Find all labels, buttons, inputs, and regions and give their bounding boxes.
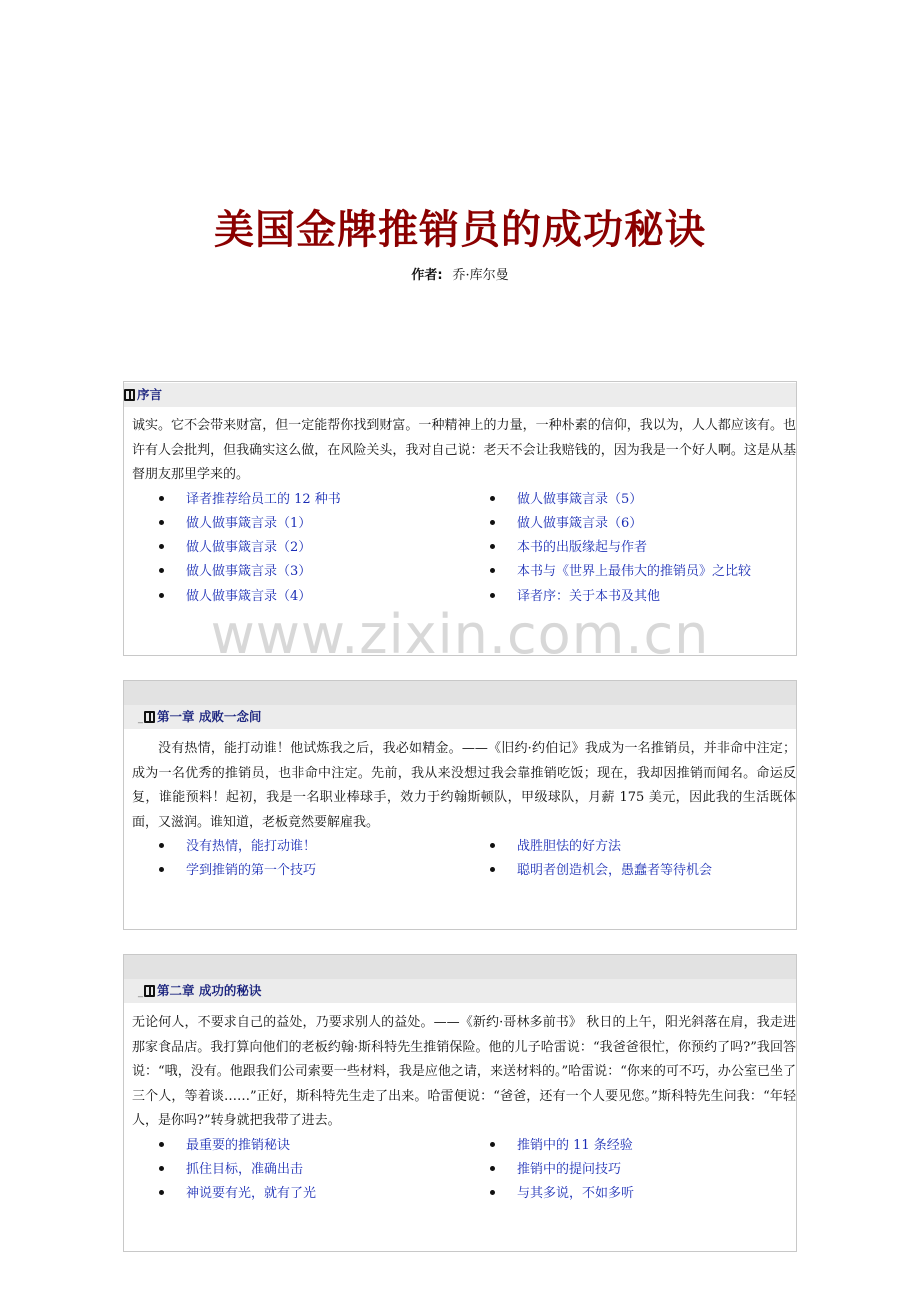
list-item[interactable]: 译者推荐给员工的 12 种书 bbox=[159, 488, 341, 512]
list-item[interactable]: 战胜胆怯的好方法 bbox=[490, 835, 712, 859]
list-item[interactable]: 抓住目标，准确出击 bbox=[159, 1158, 316, 1182]
bullet-icon bbox=[490, 1142, 495, 1147]
watermark: www.zixin.com.cn bbox=[210, 603, 710, 666]
section-chapter-1 bbox=[123, 680, 797, 930]
list-item[interactable]: 推销中的提问技巧 bbox=[490, 1158, 634, 1182]
header-band bbox=[124, 681, 796, 705]
list-item[interactable]: 本书的出版缘起与作者 bbox=[490, 536, 751, 560]
bullet-icon bbox=[490, 496, 495, 501]
list-item[interactable]: 学到推销的第一个技巧 bbox=[159, 859, 316, 883]
list-item[interactable]: 做人做事箴言录（2） bbox=[159, 536, 341, 560]
book-icon bbox=[144, 985, 155, 997]
section-header bbox=[124, 383, 796, 407]
list-item[interactable]: 做人做事箴言录（6） bbox=[490, 512, 751, 536]
section-heading[interactable]: 第一章 成败一念间 bbox=[157, 709, 262, 724]
list-item[interactable]: 最重要的推销秘诀 bbox=[159, 1134, 316, 1158]
list-item[interactable]: 做人做事箴言录（5） bbox=[490, 488, 751, 512]
book-icon bbox=[124, 389, 135, 401]
list-item[interactable]: 聪明者创造机会，愚蠢者等待机会 bbox=[490, 859, 712, 883]
bullet-icon bbox=[159, 496, 164, 501]
list-item[interactable]: 做人做事箴言录（1） bbox=[159, 512, 341, 536]
section-header: _ 第一章 成败一念间 bbox=[124, 705, 796, 729]
bullet-icon bbox=[490, 1166, 495, 1171]
link-column-left bbox=[159, 835, 316, 884]
section-heading[interactable]: 序言 bbox=[137, 387, 163, 402]
bullet-icon bbox=[490, 520, 495, 525]
list-item[interactable]: 做人做事箴言录（4） bbox=[159, 585, 341, 609]
list-item[interactable]: 本书与《世界上最伟大的推销员》之比较 bbox=[490, 560, 751, 584]
link-column-right bbox=[490, 1134, 634, 1207]
bullet-icon bbox=[159, 1142, 164, 1147]
section-header: _ 第二章 成功的秘诀 bbox=[124, 979, 796, 1003]
list-item[interactable]: 译者序：关于本书及其他 bbox=[490, 585, 751, 609]
list-item[interactable]: 神说要有光，就有了光 bbox=[159, 1182, 316, 1206]
bullet-icon bbox=[490, 593, 495, 598]
bullet-icon bbox=[490, 843, 495, 848]
book-icon bbox=[144, 711, 155, 723]
link-column-left bbox=[159, 488, 341, 609]
header-band bbox=[124, 955, 796, 979]
bullet-icon bbox=[159, 1166, 164, 1171]
author-line bbox=[0, 264, 920, 283]
bullet-icon bbox=[159, 867, 164, 872]
author-label: 作者: bbox=[411, 268, 443, 283]
bullet-icon bbox=[490, 867, 495, 872]
link-column-right bbox=[490, 488, 751, 609]
bullet-icon bbox=[159, 568, 164, 573]
bullet-icon bbox=[490, 544, 495, 549]
bullet-icon bbox=[159, 1190, 164, 1195]
link-column-left bbox=[159, 1134, 316, 1207]
section-text: 无论何人，不要求自己的益处，乃要求别人的益处。——《新约·哥林多前书》 秋日的上午，阳光斜落在肩，我走进那家食品店。我打算向他们的老板约翰·斯科特先生推销保险。他的儿子哈雷说：“我爸爸很忙，你预约了吗?”我回答说：“哦，没有。他跟我们公司索要一些材料，我是应他之请，来送材料的。”哈雷说：“你来的可不巧，办公室已坐了三个人，等着谈……”正好，斯科特先生走了出来。哈雷便说：“爸爸，还有一个人要见您。”斯科特先生问我：“年轻人，是你吗?”转身就把我带了进去。 bbox=[132, 1015, 796, 1128]
bullet-icon bbox=[159, 520, 164, 525]
bullet-icon bbox=[159, 843, 164, 848]
bullet-icon bbox=[490, 568, 495, 573]
bullet-icon bbox=[159, 593, 164, 598]
link-column-right bbox=[490, 835, 712, 884]
list-item[interactable]: 没有热情，能打动谁！ bbox=[159, 835, 316, 859]
bullet-icon bbox=[490, 1190, 495, 1195]
list-item[interactable]: 与其多说，不如多听 bbox=[490, 1182, 634, 1206]
list-item[interactable]: 推销中的 11 条经验 bbox=[490, 1134, 634, 1158]
section-text: 诚实。它不会带来财富，但一定能帮你找到财富。一种精神上的力量，一种朴素的信仰，我以为，人人都应该有。也许有人会批判，但我确实这么做，在风险关头，我对自己说：老天不会让我赔钱的，因为我是一个好人啊。这是从基督朋友那里学来的。 bbox=[132, 418, 796, 482]
section-chapter-2 bbox=[123, 954, 797, 1252]
bullet-icon bbox=[159, 544, 164, 549]
section-text: 没有热情，能打动谁！他试炼我之后，我必如精金。——《旧约·约伯记》我成为一名推销员，并非命中注定；成为一名优秀的推销员，也非命中注定。先前，我从来没想过我会靠推销吃饭；现在，我却因推销而闻名。命运反复，谁能预料！起初，我是一名职业棒球手，效力于约翰斯顿队，甲级球队，月薪 175 美元，因此我的生活既体面，又滋润。谁知道，老板竟然要解雇我。 bbox=[132, 741, 796, 830]
document-title: 美国金牌推销员的成功秘诀 bbox=[214, 207, 706, 253]
author-name: 乔·库尔曼 bbox=[452, 268, 509, 283]
section-heading[interactable]: 第二章 成功的秘诀 bbox=[157, 983, 262, 998]
list-item[interactable]: 做人做事箴言录（3） bbox=[159, 560, 341, 584]
